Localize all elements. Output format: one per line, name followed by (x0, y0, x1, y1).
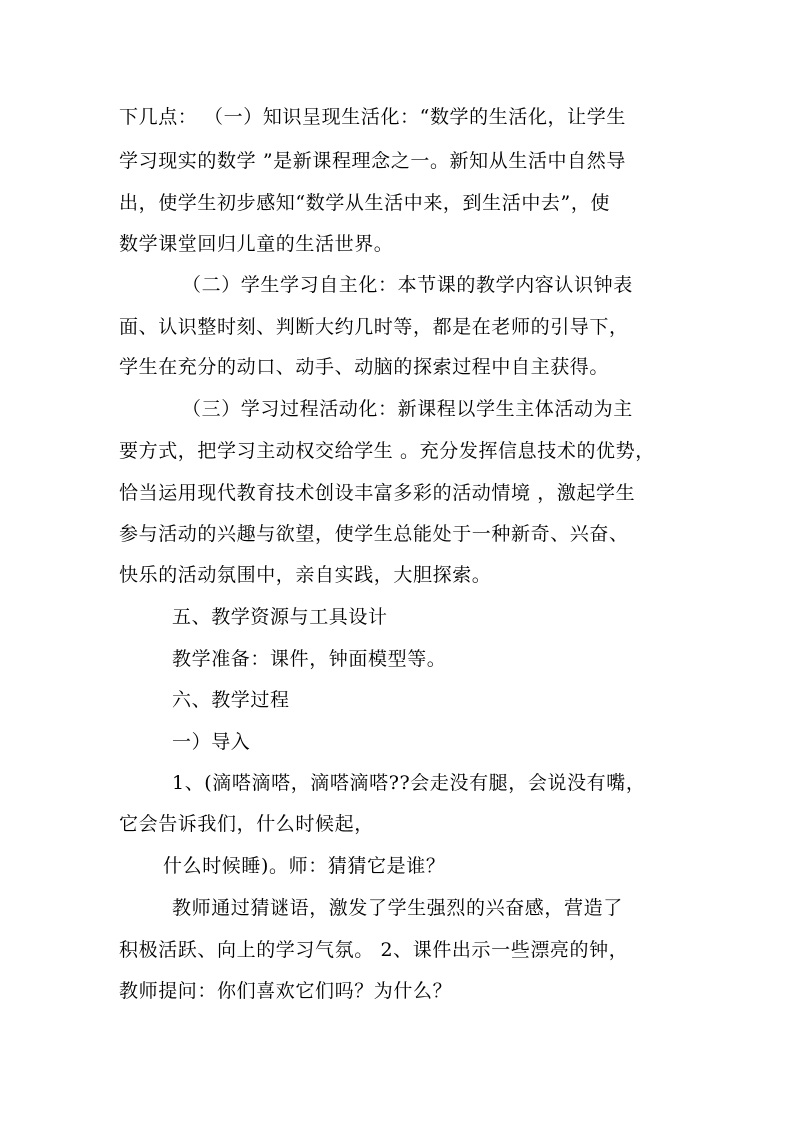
text-line-3: 出，使学生初步感知“数学从生活中来，到生活中去”，使 (119, 192, 611, 214)
text-line-18: 它会告诉我们，什么时候起， (119, 813, 374, 835)
text-line-6: 面、认识整时刻、判断大约几时等，都是在老师的引导下， (119, 316, 629, 338)
section-heading-resources: 五、教学资源与工具设计 (172, 606, 388, 628)
text-line-17: 1、(滴嗒滴嗒，滴嗒滴嗒??会走没有腿，会说没有嘴， (172, 772, 646, 794)
text-line-14: 教学准备：课件，钟面模型等。 (172, 648, 447, 670)
text-line-19: 什么时候睡)。师：猜猜它是谁？ (163, 855, 446, 877)
text-line-9: 要方式，把学习主动权交给学生 。充分发挥信息技术的优势， (119, 440, 655, 462)
text-line-8: （三）学习过程活动化：新课程以学生主体活动为主 (182, 398, 633, 420)
text-line-7: 学生在充分的动口、动手、动脑的探索过程中自主获得。 (119, 356, 610, 378)
text-line-4: 数学课堂回归儿童的生活世界。 (119, 233, 394, 255)
text-line-1: 下几点： （一）知识呈现生活化：“数学的生活化，让学生 (119, 106, 626, 128)
text-line-12: 快乐的活动氛围中，亲自实践，大胆探索。 (119, 564, 492, 586)
section-heading-process: 六、教学过程 (172, 689, 290, 711)
text-line-11: 参与活动的兴趣与欲望，使学生总能处于一种新奇、兴奋、 (119, 523, 629, 545)
text-line-5: （二）学生学习自主化：本节课的教学内容认识钟表 (182, 274, 633, 296)
text-line-22: 教师提问：你们喜欢它们吗？为什么？ (119, 980, 453, 1002)
text-line-21: 积极活跃、向上的学习气氛。 2、课件出示一些漂亮的钟， (119, 939, 629, 961)
subsection-heading-intro: 一）导入 (172, 731, 251, 753)
text-line-2: 学习现实的数学 ”是新课程理念之一。新知从生活中自然导 (119, 150, 626, 172)
text-line-20: 教师通过猜谜语，激发了学生强烈的兴奋感，营造了 (172, 897, 623, 919)
text-line-10: 恰当运用现代教育技术创设丰富多彩的活动情境 ，激起学生 (119, 482, 636, 504)
